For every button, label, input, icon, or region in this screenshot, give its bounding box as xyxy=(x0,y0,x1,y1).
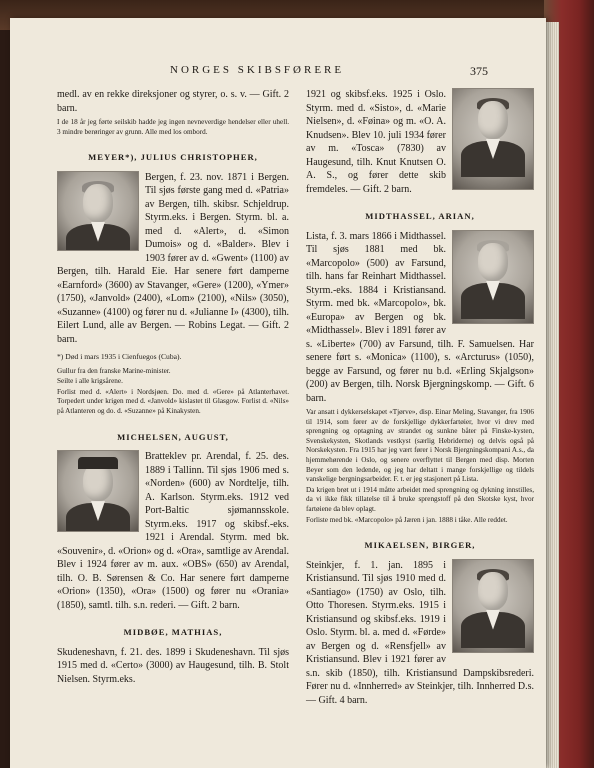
entry-text-midboe-continued: 1921 og skibsf.eks. 1925 i Oslo. Styrm. med d. «Sisto», d. «Marie Nielsen», d. «Føina» og m. «O. A. Knudsen». Blev 10. juli 1934 fører av m. «Tosca» (7830) av Haugesund, tilh. Knut Knutsen O. A. S., og fører dette skib fremdeles. — Gift. 2 barn. xyxy=(306,89,446,195)
notes-meyer xyxy=(57,367,289,417)
portrait-photo-meyer xyxy=(57,171,139,251)
entry-text-michelsen: Bratteklev pr. Arendal, f. 25. des. 1889 i Tallinn. Til sjøs 1906 med s. «Norden» (600) av Nordtelje, tilh. A. Karlson. Styrm.eks. 1912 ved Port-Baltic sjømannsskole. Styrm.eks. 1917 og skibsf.-eks. 1921 i Arendal. Styrm. med bk. «Souvenir», d. «Orion» og d. «Ora», samtlige av Arendal. Blev i 1924 fører av m. aux. «OBS» (650) av Arendal, tilh. O. B. Sørensen & Co. Har senere ført damperne «Orion» (1350), «Ora» (1500) og fører nu «Orania» (1850), samtl. tilh. s.n. rederi. — Gift. 2 barn. xyxy=(57,451,289,611)
footnote-meyer: *) Død i mars 1935 i Cienfuegos (Cuba). xyxy=(57,352,182,362)
book-page xyxy=(10,18,546,768)
page-number: 375 xyxy=(470,64,488,78)
entry-midboe-continued xyxy=(306,88,534,196)
right-column xyxy=(306,88,534,707)
intro-text: medl. av en rekke direksjoner og styrer, o. s. v. — Gift. 2 barn. xyxy=(57,89,289,114)
notes-midthassel xyxy=(306,408,534,525)
entry-text-mikaelsen: Steinkjer, f. 1. jan. 1895 i Kristiansund. Til sjøs 1910 med d. «Santiago» (1750) av Oslo, tilh. Otto Thoresen. Styrm.eks. 1915 i Kristiansund og skibsf.eks. 1919 i Oslo. Styrm. bl. a. med d. «Førde» av Bergen og d. «Rensfjell» av Kristiansund. Blev i 1921 fører av s.n. skib (1850), tilh. Kristiansund Dampskibsrederi. Fører nu d. «Innherred» av Steinkjer, tilh. Innherred D.s. — Gift. 4 barn. xyxy=(306,559,534,706)
note: Da krigen brøt ut i 1914 måtte arbeidet med sprengning og dykning innstilles, da vi ikke fikk tillatelse til å bruke sprengstoff på den Skotske kyst, hvor fartøiene da blev oplagt. xyxy=(306,485,534,513)
entry-midthassel xyxy=(306,230,534,406)
portrait-photo-michelsen xyxy=(57,450,139,532)
note: Seilte i alle krigsårene. xyxy=(57,377,123,386)
entry-heading-meyer: MEYER*), JULIUS CHRISTOPHER, xyxy=(88,152,258,163)
entry-heading-michelsen: MICHELSEN, AUGUST, xyxy=(117,431,229,442)
left-column xyxy=(57,88,289,686)
note: Forlist med d. «Alert» i Nordsjøen. Do. med d. «Gere» på Atlanterhavet. Torpedert under krigen med d. «Janvold» kislastet til Glasgow. Forlist d. «Nils» på Atlanteren og do. d. «Suzanne» på Kinakysten. xyxy=(57,387,289,416)
page-edges xyxy=(545,22,559,768)
entry-michelsen xyxy=(57,450,289,612)
intro-note: I de 18 år jeg førte seilskib hadde jeg ingen nevneverdige hendelser eller uhell. 3 mindre berøringer av grunn. Alle med los ombord. xyxy=(57,118,289,136)
portrait-photo-midthassel xyxy=(452,230,534,324)
entry-text-meyer: Bergen, f. 23. nov. 1871 i Bergen. Til sjøs første gang med d. «Patria» av Bergen, tilh. skibsr. Schjeldrup. Styrm.eks. i Bergen. Styrm. bl. a. med d. «Alert», d. «Simon Dumois» og d. «Balder». Blev i 1903 fører av d. «Gwent» (1100) av Bergen, tilh. Harald Eie. Har senere ført damperne «Earnford» (3600) av Stavanger, «Gere» (1200), «Ymer» (1750), «Janvold» (2400), «Lom» (2100), «Nils» (3050), «Suzanne» (4100) og fører nu d. «Julianne I» (4300), tilh. Eilert Lund, alle av Bergen. — Robins Legat. — Gift. 2 barn. xyxy=(57,171,289,345)
running-title: NORGES SKIBSFØRERE xyxy=(170,64,345,76)
note: Var ansatt i dykkerselskapet «Tjørve», disp. Einar Meling, Stavanger, fra 1906 til 1914, som fører av de forskjellige dykkerfartøier, hvor vi drev med sprengning og optagning av strandet og sunkne båter på Finske-kysten, Svenskekysten, Skotlands vestkyst (særlig Hebriderne) og delvis også på Norskekysten. Fra 1915 har jeg vært fører i Norsk Bjergningskompani A.s., da hjemmehørende i Oslo, og senere overflyttet til Bergen med disp. Morten Beyer som den ledende, og jeg har deltatt i mange forskjellige og tildels vanskelige bergningsarbeider. F. t. er jeg stasjonert på Lista. xyxy=(306,408,534,484)
entry-meyer xyxy=(57,171,289,347)
entry-heading-midboe: MIDBØE, MATHIAS, xyxy=(123,627,223,638)
note: Forliste med bk. «Marcopolo» på Jæren i jan. 1888 i tåke. Alle reddet. xyxy=(306,515,508,524)
entry-mikaelsen xyxy=(306,559,534,708)
entry-text-midthassel: Lista, f. 3. mars 1866 i Midthassel. Til sjøs 1881 med bk. «Marcopolo» (500) av Farsund, tilh. hans far Reinhart Midthassel. Styrm.-eks. 1884 i Kristiansand. Styrm. med bk. «Marcopolo», bk. «Europa» av Bergen og bk. «Midthassel». Blev i 1891 fører av s. «Liberte» (700) av Farsund, tilh. F. Samuelsen. Har senere ført s. «Monica» (1100), s. «Arcturus» (1050), begge av Farsund, og fører nu b.d. «Erling Skjalgson» (200) av Bergen, tilh. Norsk Bjergningskomp. — Gift. 6 barn. xyxy=(306,230,534,404)
portrait-photo-midboe xyxy=(452,88,534,190)
entry-heading-mikaelsen: MIKAELSEN, BIRGER, xyxy=(364,540,476,551)
entry-text-midboe: Skudeneshavn, f. 21. des. 1899 i Skudeneshavn. Til sjøs 1915 med d. «Certo» (3000) av Haugesund, tilh. B. Stolt Nielsen. Styrm.eks. xyxy=(57,646,289,685)
portrait-photo-mikaelsen xyxy=(452,559,534,653)
running-header xyxy=(10,64,546,82)
entry-heading-midthassel: MIDTHASSEL, ARIAN, xyxy=(365,211,475,221)
note: Gullur fra den franske Marine-minister. xyxy=(57,366,171,375)
